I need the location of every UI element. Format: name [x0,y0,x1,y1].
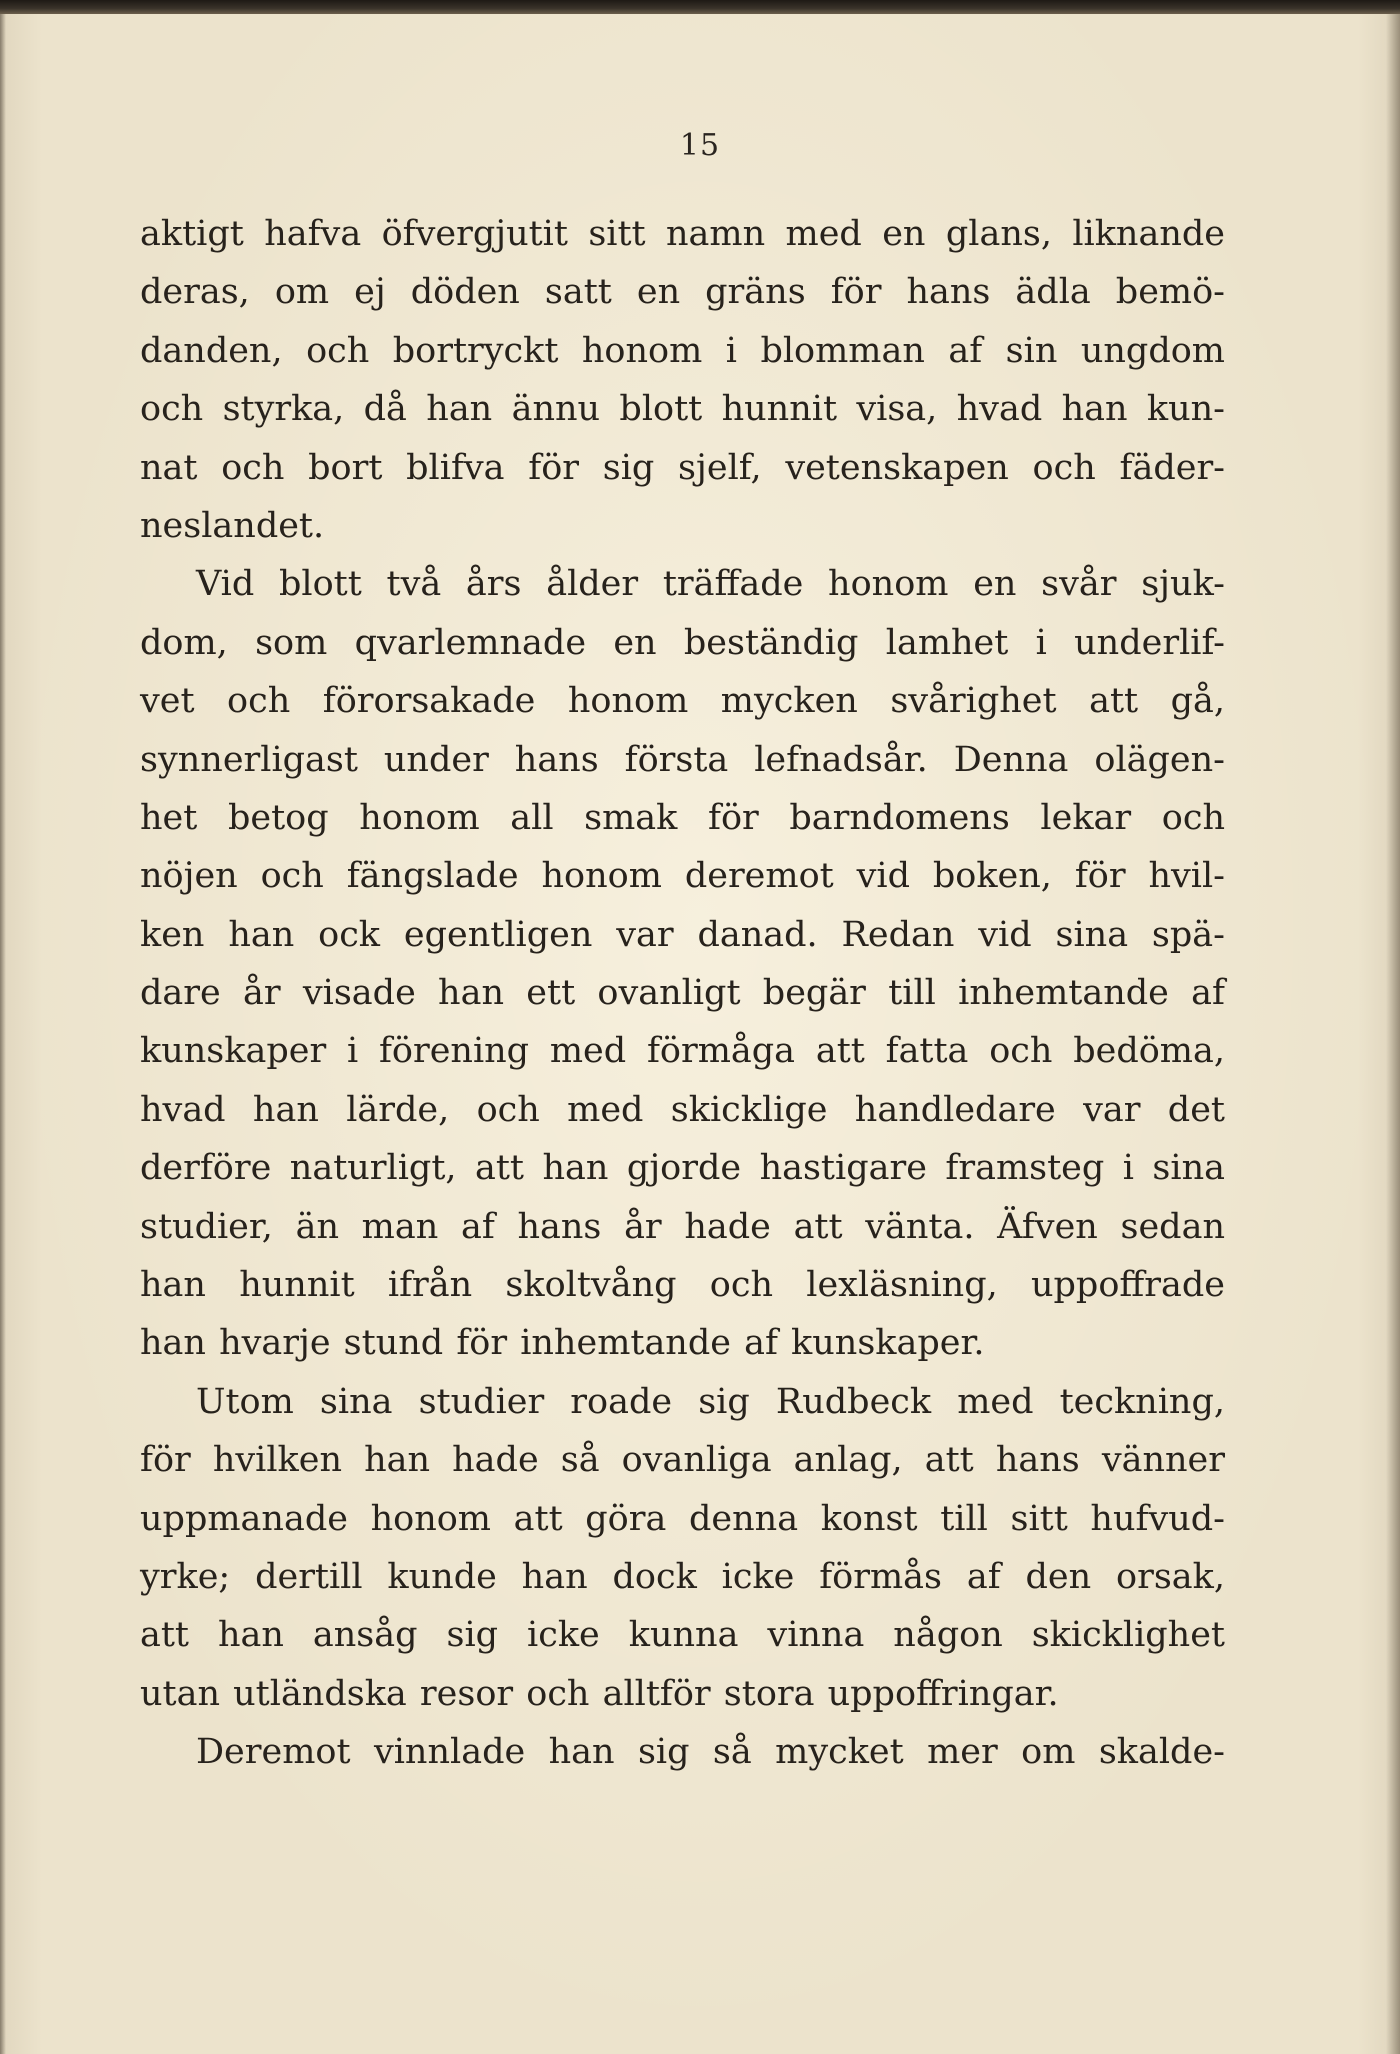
text-line: utan utländska resor och alltför stora uppoffringar. [140,1673,1059,1714]
text-line: Vid blott två års ålder träffade honom en svår sjuk- [196,564,1225,605]
text-line: derföre naturligt, att han gjorde hastigare framsteg i sina [140,1148,1225,1189]
text-line: aktigt hafva öfvergjutit sitt namn med en glans, liknande [140,214,1225,254]
text-line: ken han ock egentligen var danad. Redan vid sina spä- [140,914,1225,955]
text-line: deras, om ej döden satt en gräns för hans ädla bemö- [140,272,1225,313]
text-line: Utom sina studier roade sig Rudbeck med teckning, [196,1381,1225,1422]
text-line: nat och bort blifva för sig sjelf, vetenskapen och fäder- [140,447,1225,488]
page-number: 15 [679,128,721,163]
text-line: för hvilken han hade så ovanliga anlag, att hans vänner [140,1440,1225,1481]
text-line: nöjen och fängslade honom deremot vid boken, för hvil- [140,856,1225,897]
text-line: att han ansåg sig icke kunna vinna någon skicklighet [140,1615,1225,1656]
body-text [140,205,1225,1782]
text-line: yrke; dertill kunde han dock icke förmås af den orsak, [140,1556,1225,1597]
text-line: vet och förorsakade honom mycken svårighet att gå, [140,681,1225,722]
text-line: dare år visade han ett ovanligt begär till inhemtande af [140,973,1225,1014]
right-edge-shadow [1386,14,1400,2054]
text-line: kunskaper i förening med förmåga att fatta och bedöma, [140,1031,1225,1072]
text-line: studier, än man af hans år hade att vänta. Äfven sedan [140,1206,1225,1247]
text-line: han hvarje stund för inhemtande af kunskaper. [140,1323,985,1364]
text-line: han hunnit ifrån skoltvång och lexläsning, uppoffrade [140,1265,1225,1306]
text-line: het betog honom all smak för barndomens lekar och [140,797,1225,838]
text-line: synnerligast under hans första lefnadsår. Denna olägen- [140,739,1225,780]
text-line: Deremot vinnlade han sig så mycket mer om skalde- [196,1732,1225,1773]
text-line: och styrka, då han ännu blott hunnit visa, hvad han kun- [140,389,1225,430]
top-edge-shadow [0,0,1400,14]
text-line: dom, som qvarlemnade en beständig lamhet i underlif- [140,622,1225,663]
text-line: danden, och bortryckt honom i blomman af sin ungdom [140,330,1225,371]
left-edge-shadow [0,14,6,2054]
text-line: uppmanade honom att göra denna konst till sitt hufvud- [140,1498,1225,1539]
text-line: neslandet. [140,505,325,546]
text-line: hvad han lärde, och med skicklige handledare var det [140,1089,1225,1130]
